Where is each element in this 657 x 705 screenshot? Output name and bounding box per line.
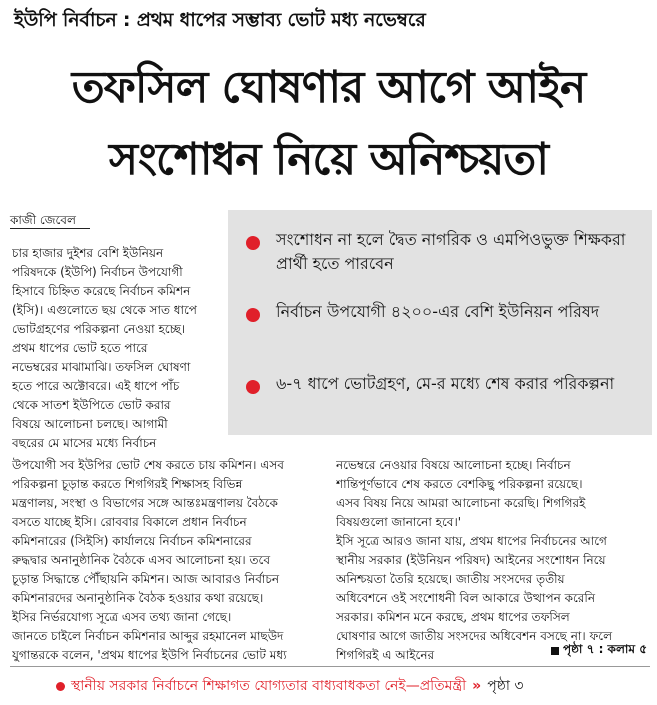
body-line: (ইসি)। এগুলোতে ছয় থেকে সাত ধাপে bbox=[12, 303, 197, 317]
body-line: বছরের মে মাসের মধ্যে নির্বাচন bbox=[12, 436, 157, 450]
body-column-right bbox=[336, 456, 648, 665]
body-line: পরিষদকে (ইউপি) নির্বাচন উপযোগী bbox=[12, 265, 183, 279]
body-line: শান্তিপূর্ণভাবে শেষ করতে বেশকিছু পরিকল্পনা রয়েছে। bbox=[336, 477, 583, 491]
body-line: চূড়ান্ত সিদ্ধান্তে পৌঁছায়নি কমিশন। আজ আবারও নির্বাচন bbox=[12, 572, 280, 586]
body-line: ইসি সূত্রে আরও জানা যায়, প্রথম ধাপের নির্বাচনের আগে bbox=[336, 534, 607, 548]
body-line: এসব বিষয় নিয়ে আমরা আলোচনা করেছি। শিগগিরই bbox=[336, 496, 586, 510]
body-line: বিষয়ে আলোচনা চলছে। আগামী bbox=[12, 417, 168, 431]
body-line: সরকার। কমিশন মনে করছে, প্রথম ধাপের তফসিল bbox=[336, 610, 570, 624]
body-line: থেকে সাতশ ইউপিতে ভোট করার bbox=[12, 398, 171, 412]
body-line: বিষয়গুলো জানানো হবে।' bbox=[336, 515, 462, 529]
body-column-left bbox=[12, 244, 218, 453]
body-line: মন্ত্রণালয়, সংস্থা ও বিভাগের সঙ্গে আন্তঃমন্ত্রণালয় বৈঠকে bbox=[12, 496, 278, 510]
body-line: বসতে যাচ্ছে ইসি। রোববার বিকালে প্রধান নির্বাচন bbox=[12, 515, 247, 529]
body-line: অধিবেশনে ওই সংশোধনী বিল আকারে উত্থাপন করেনি bbox=[336, 591, 596, 605]
double-chevron-right-icon: » bbox=[472, 678, 482, 694]
headline-line-2: সংশোধন নিয়ে অনিশ্চয়তা bbox=[108, 134, 549, 185]
footer-divider bbox=[10, 666, 650, 667]
bullet-dot-icon bbox=[246, 308, 260, 322]
body-line: ঘোষণার আগে জাতীয় সংসদের অধিবেশন বসছে না। ফলে bbox=[336, 629, 613, 643]
body-line: চার হাজার দুইশর বেশি ইউনিয়ন bbox=[12, 246, 164, 260]
body-line: প্রথম ধাপের ভোট হতে পারে bbox=[12, 341, 148, 355]
byline: কাজী জেবেল bbox=[10, 213, 76, 227]
body-line: কমিশনারদের অনানুষ্ঠানিক বৈঠক হওয়ার কথা রয়েছে। bbox=[12, 591, 264, 605]
highlight-item: নির্বাচন উপযোগী ৪২০০-এর বেশি ইউনিয়ন পরিষদ bbox=[252, 300, 637, 324]
body-line: অনিশ্চয়তা তৈরি হয়েছে। জাতীয় সংসদের তৃতীয় bbox=[336, 572, 565, 586]
body-line: পরিকল্পনা চূড়ান্ত করতে শিগগিরই শিক্ষাসহ বিভিন্ন bbox=[12, 477, 243, 491]
related-story-page: পৃষ্ঠা ৩ bbox=[487, 678, 524, 694]
square-bullet-icon bbox=[551, 647, 559, 655]
body-line: যুগান্তরকে বলেন, 'প্রথম ধাপের ইউপি নির্বাচনের ভোট মধ্য bbox=[12, 648, 287, 662]
body-line: হিসাবে চিহ্নিত করেছে নির্বাচন কমিশন bbox=[12, 284, 191, 298]
body-line: কমিশনারের (সিইসি) কার্যালয়ে নির্বাচন কমিশনারের bbox=[12, 534, 252, 548]
highlight-item: ৬-৭ ধাপে ভোটগ্রহণ, মে-র মধ্যে শেষ করার পরিকল্পনা bbox=[252, 372, 637, 396]
highlight-item: সংশোধন না হলে দ্বৈত নাগরিক ও এমপিওভুক্ত শিক্ষকরা প্রার্থী হতে পারবেন bbox=[252, 228, 637, 276]
body-line: নভেম্বরের মাঝামাঝি। তফসিল ঘোষণা bbox=[12, 360, 191, 374]
body-line: নভেম্বরে নেওয়ার বিষয়ে আলোচনা হচ্ছে। নির্বাচন bbox=[336, 458, 571, 472]
body-line: হতে পারে অক্টোবরে। এই ধাপে পাঁচ bbox=[12, 379, 180, 393]
body-line: উপযোগী সব ইউপির ভোট শেষ করতে চায় কমিশন। এসব bbox=[12, 458, 284, 472]
kicker: ইউপি নির্বাচন : প্রথম ধাপের সম্ভাব্য ভোট মধ্য নভেম্বরে bbox=[14, 9, 426, 31]
body-line: ইসির নির্ভরযোগ্য সূত্রে এসব তথ্য জানা গেছে। bbox=[12, 610, 232, 624]
body-line: ভোটগ্রহণের পরিকল্পনা নেওয়া হচ্ছে। bbox=[12, 322, 186, 336]
bullet-dot-icon bbox=[246, 380, 260, 394]
related-story-link[interactable] bbox=[56, 674, 523, 698]
body-line: রুদ্ধদ্বার অনানুষ্ঠানিক বৈঠকে এসব আলোচনা হয়। তবে bbox=[12, 553, 271, 567]
bullet-dot-icon bbox=[56, 682, 65, 691]
jump-label: পৃষ্ঠা ৭ : কলাম ৫ bbox=[562, 642, 647, 656]
body-line: স্থানীয় সরকার (ইউনিয়ন পরিষদ) আইনের সংশোধন নিয়ে bbox=[336, 553, 606, 567]
byline-rule bbox=[10, 228, 90, 229]
body-line: শিগগিরই এ আইনের bbox=[336, 648, 435, 662]
body-column-wide bbox=[12, 456, 328, 665]
continued-page-jump[interactable] bbox=[551, 641, 647, 661]
headline-line-1: তফসিল ঘোষণার আগে আইন bbox=[71, 62, 586, 113]
related-story-title: স্থানীয় সরকার নির্বাচনে শিক্ষাগত যোগ্যতার বাধ্যবাধকতা নেই—প্রতিমন্ত্রী bbox=[71, 678, 467, 694]
body-line: জানতে চাইলে নির্বাচন কমিশনার আব্দুর রহমানেল মাছউদ bbox=[12, 629, 284, 643]
bullet-dot-icon bbox=[246, 236, 260, 250]
